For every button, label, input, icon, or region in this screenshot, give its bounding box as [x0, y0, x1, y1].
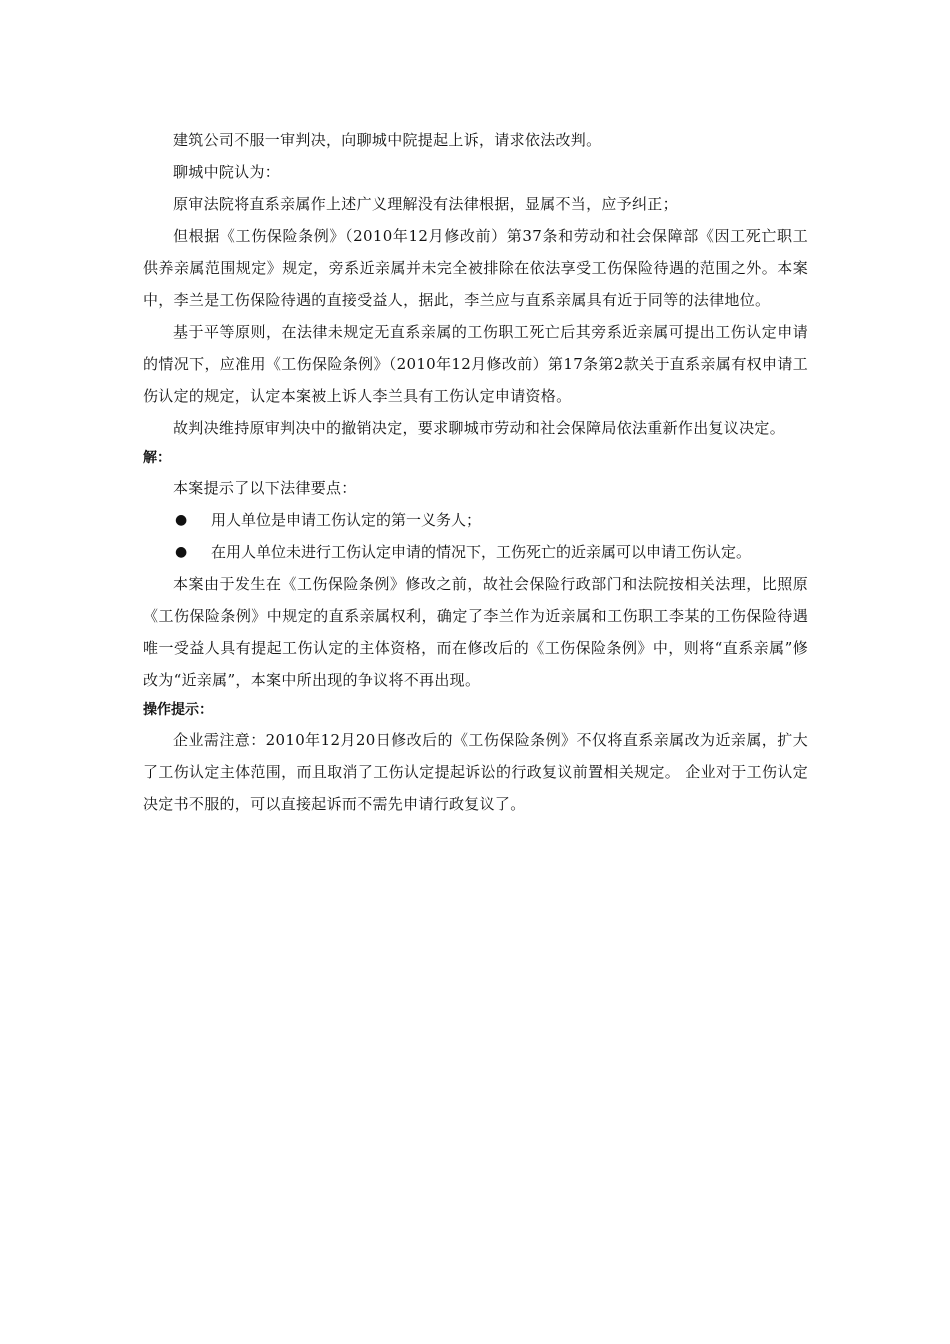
paragraph-operation-tips: 企业需注意：2010年12月20日修改后的《工伤保险条例》不仅将直系亲属改为近亲属，扩大了工伤认定主体范围，而且取消了工伤认定提起诉讼的行政复议前置相关规定。 企业对于工伤认定决定书不服的，可以直接起诉而不需先申请行政复议了。: [143, 731, 808, 813]
bullet-text: 在用人单位未进行工伤认定申请的情况下，工伤死亡的近亲属可以申请工伤认定。: [211, 543, 752, 561]
bullet-item: [143, 536, 808, 568]
paragraph-judgment: 故判决维持原审判决中的撤销决定，要求聊城市劳动和社会保障局依法重新作出复议决定。: [173, 419, 786, 437]
paragraph-court-view: 聊城中院认为：: [173, 163, 281, 181]
bullet-text: 用人单位是申请工伤认定的第一义务人；: [211, 511, 482, 529]
bullet-dot-icon: ●: [175, 544, 188, 560]
paragraph-key-points-intro: 本案提示了以下法律要点：: [173, 479, 357, 497]
paragraph-analysis: 本案由于发生在《工伤保险条例》修改之前，故社会保险行政部门和法院按相关法理，比照原《工伤保险条例》中规定的直系亲属权利，确定了李兰作为近亲属和工伤职工李某的工伤保险待遇唯一受益人具有提起工伤认定的主体资格，而在修改后的《工伤保险条例》中，则将“直系亲属”修改为“近亲属”，本案中所出现的争议将不再出现。: [143, 575, 808, 689]
document-page: [143, 124, 808, 820]
paragraph-equality-principle: 基于平等原则，在法律未规定无直系亲属的工伤职工死亡后其旁系近亲属可提出工伤认定申请的情况下，应准用《工伤保险条例》（2010年12月修改前）第17条第2款关于直系亲属有权申请工伤认定的规定，认定本案被上诉人李兰具有工伤认定申请资格。: [143, 323, 808, 405]
paragraph-regulation-basis: 但根据《工伤保险条例》（2010年12月修改前）第37条和劳动和社会保障部《因工死亡职工供养亲属范围规定》规定，旁系近亲属并未完全被排除在依法享受工伤保险待遇的范围之外。本案中，李兰是工伤保险待遇的直接受益人，据此，李兰应与直系亲属具有近于同等的法律地位。: [143, 227, 808, 309]
heading-jie: 解：: [143, 450, 171, 466]
paragraph-appeal: 建筑公司不服一审判决，向聊城中院提起上诉，请求依法改判。: [173, 131, 602, 149]
bullet-item: [143, 504, 808, 536]
paragraph-correction: 原审法院将直系亲属作上述广义理解没有法律根据，显属不当，应予纠正；: [173, 195, 678, 213]
heading-operation-tips: 操作提示：: [143, 702, 213, 718]
bullet-dot-icon: ●: [175, 512, 188, 528]
